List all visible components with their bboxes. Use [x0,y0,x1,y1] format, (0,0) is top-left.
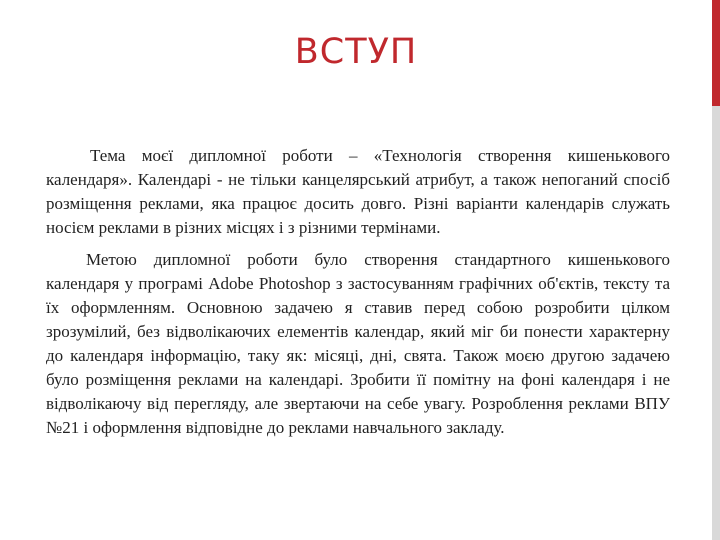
goal-paragraph: Метою дипломної роботи було створення стандартного кишенькового календаря у програмі Adobe Photoshop з застосуванням графічних об'єктів, тексту та їх оформленням. Основною задачею я ставив перед собою розробити цілком зрозумілий, без відволікаючих елементів календар, який міг би понести характерну до календаря інформацію, таку як: місяці, дні, свята. Також моєю другою задачею було розміщення реклами на календарі. Зробити її помітну на фоні календаря і не відволікаючу від перегляду, але звертаючи на себе увагу. Розроблення реклами ВПУ №21 і оформлення відповідне до реклами навчального закладу. [46,250,670,437]
slide-title: ВСТУП [294,32,418,72]
side-accent-bar [712,0,720,106]
slide-body [46,144,670,448]
intro-paragraph: Тема моєї дипломної роботи – «Технологія створення кишенькового календаря». Календарі - не тільки канцелярський атрибут, а також непоганий спосіб розміщення реклами, яка працює досить довго. Різні варіанти календарів служать носієм реклами в різних місцях і з різними термінами. [46,146,670,237]
